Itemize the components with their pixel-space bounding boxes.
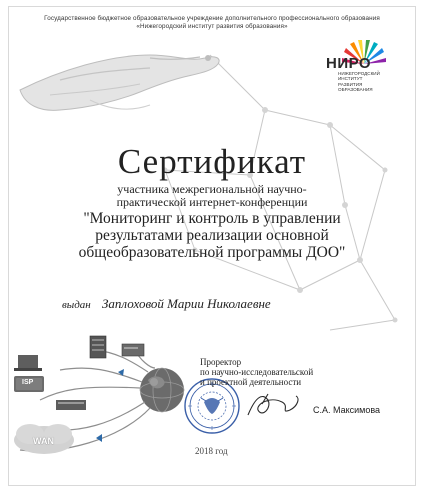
conference-topic: "Мониторинг и контроль в управлении результатами реализации основной общеобразовательной программы ДОО" (78, 210, 346, 261)
signatory-name: С.А. Максимова (313, 405, 381, 415)
recipient-name: Заплоховой Марии Николаевне (102, 296, 271, 311)
robotic-hand-graphic (20, 55, 219, 110)
certificate-subtitle: участника межрегиональной научно- практической интернет-конференции (116, 182, 308, 209)
certificate-title: Сертификат (117, 142, 307, 181)
header-institution-name: «Нижегородский институт развития образования» (136, 23, 288, 30)
laptop-icon (14, 355, 42, 371)
globe-graphic (140, 368, 184, 412)
server-box-icon (122, 344, 144, 356)
issued-to-line (62, 296, 271, 312)
wan-label: WAN (33, 436, 54, 446)
server-rack-icon (90, 336, 106, 358)
switch-icon (56, 400, 86, 410)
issued-label: выдан (62, 299, 91, 311)
handwritten-signature (248, 394, 298, 415)
header-institution-type: Государственное бюджетное образовательное учреждение дополнительного профессионального образования (44, 15, 380, 22)
isp-label: ISP (22, 379, 34, 386)
official-seal (185, 379, 239, 433)
issue-year: 2018 год (195, 446, 228, 456)
logo-subtitle: НИЖЕГОРОДСКИЙ ИНСТИТУТ РАЗВИТИЯ ОБРАЗОВАНИЯ (338, 71, 380, 93)
logo-name: НИРО (326, 55, 372, 72)
signatory-position: Проректор по научно-исследовательской и проектной деятельности (200, 357, 314, 387)
